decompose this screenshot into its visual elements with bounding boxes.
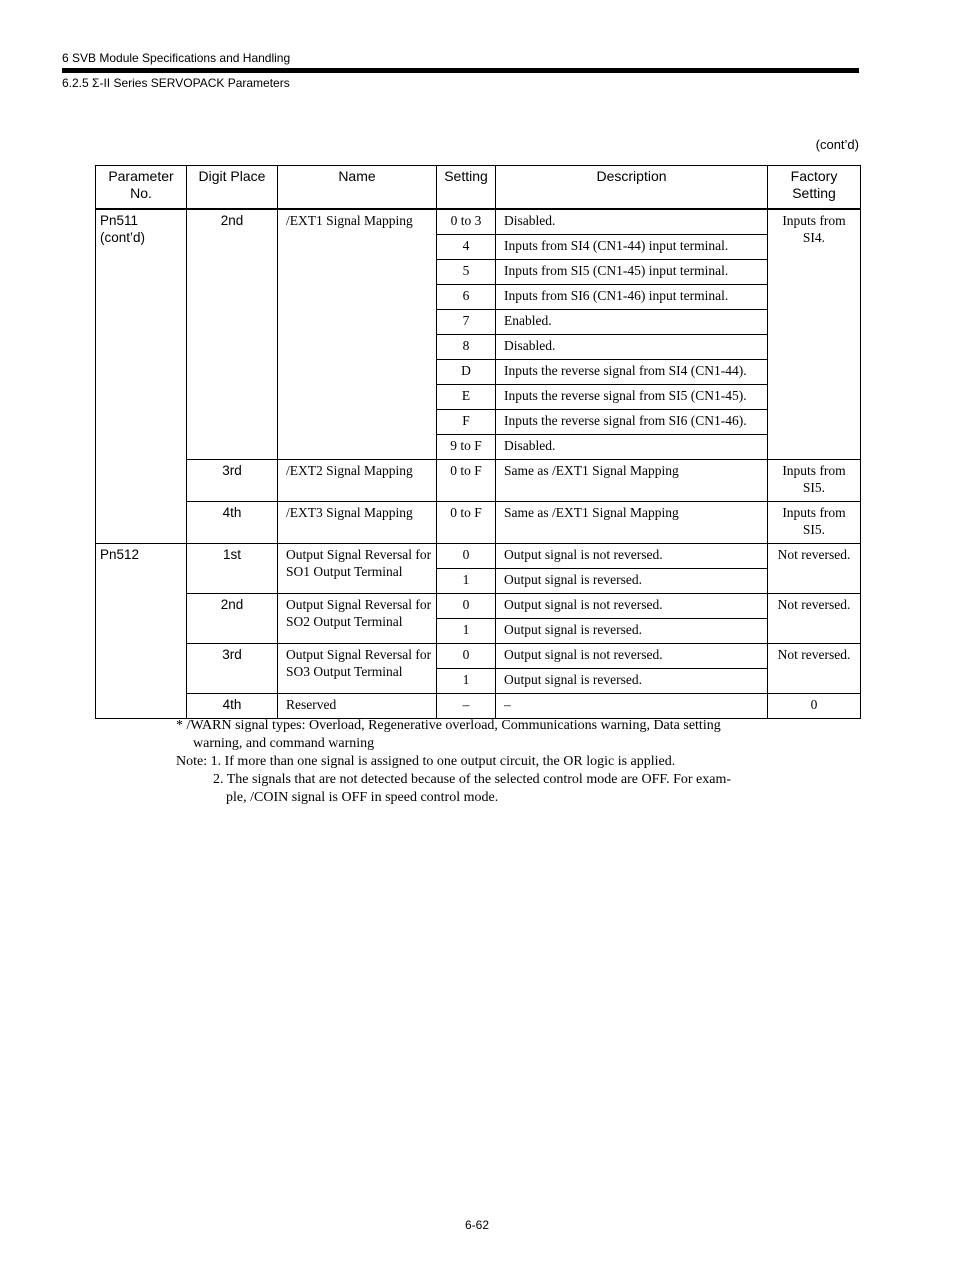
setting-cell: 7 <box>437 310 496 335</box>
col-header-name: Name <box>278 166 437 210</box>
description-cell: Output signal is not reversed. <box>496 644 768 669</box>
description-cell: Inputs the reverse signal from SI5 (CN1-45). <box>496 385 768 410</box>
col-header-parameter: Parameter No. <box>96 166 187 210</box>
param-pn511: Pn511 (cont’d) <box>96 209 187 544</box>
name-cell: /EXT1 Signal Mapping <box>278 209 437 460</box>
param-pn512: Pn512 <box>96 544 187 719</box>
setting-cell: 4 <box>437 235 496 260</box>
factory-cell: Not reversed. <box>768 644 861 694</box>
name-cell: Output Signal Reversal for SO3 Output Terminal <box>278 644 437 694</box>
page-number: 6-62 <box>464 1218 490 1232</box>
description-cell: Output signal is reversed. <box>496 619 768 644</box>
digit-cell: 1st <box>187 544 278 594</box>
factory-cell: 0 <box>768 694 861 719</box>
header-rule <box>62 68 859 73</box>
digit-cell: 4th <box>187 694 278 719</box>
setting-cell: 0 to F <box>437 502 496 544</box>
setting-cell: – <box>437 694 496 719</box>
factory-cell: Inputs from SI4. <box>768 209 861 460</box>
description-cell: Disabled. <box>496 335 768 360</box>
factory-cell: Not reversed. <box>768 594 861 644</box>
digit-cell: 2nd <box>187 209 278 460</box>
name-cell: Reserved <box>278 694 437 719</box>
description-cell: Disabled. <box>496 209 768 235</box>
col-header-setting: Setting <box>437 166 496 210</box>
setting-cell: 0 <box>437 594 496 619</box>
note-1: Note: 1. If more than one signal is assigned to one output circuit, the OR logic is applied. <box>176 754 676 769</box>
note-2-line1: 2. The signals that are not detected because of the selected control mode are OFF. For exam- <box>213 772 731 787</box>
digit-cell: 3rd <box>187 460 278 502</box>
description-cell: Output signal is reversed. <box>496 669 768 694</box>
continued-label: (cont’d) <box>815 137 859 152</box>
col-header-description: Description <box>496 166 768 210</box>
description-cell: Inputs from SI6 (CN1-46) input terminal. <box>496 285 768 310</box>
warn-footnote-line2: warning, and command warning <box>193 736 375 751</box>
description-cell: Inputs the reverse signal from SI4 (CN1-44). <box>496 360 768 385</box>
footnotes <box>176 717 731 807</box>
name-cell: /EXT2 Signal Mapping <box>278 460 437 502</box>
description-cell: Same as /EXT1 Signal Mapping <box>496 460 768 502</box>
setting-cell: 8 <box>437 335 496 360</box>
col-header-factory: Factory Setting <box>768 166 861 210</box>
setting-cell: E <box>437 385 496 410</box>
description-cell: Inputs from SI4 (CN1-44) input terminal. <box>496 235 768 260</box>
setting-cell: 1 <box>437 569 496 594</box>
name-cell: Output Signal Reversal for SO1 Output Terminal <box>278 544 437 594</box>
setting-cell: 1 <box>437 669 496 694</box>
digit-cell: 4th <box>187 502 278 544</box>
description-cell: Inputs the reverse signal from SI6 (CN1-46). <box>496 410 768 435</box>
description-cell: Output signal is not reversed. <box>496 594 768 619</box>
setting-cell: F <box>437 410 496 435</box>
setting-cell: 0 <box>437 544 496 569</box>
section-header: 6.2.5 Σ-II Series SERVOPACK Parameters <box>62 76 290 90</box>
setting-cell: 5 <box>437 260 496 285</box>
digit-cell: 2nd <box>187 594 278 644</box>
setting-cell: D <box>437 360 496 385</box>
col-header-digit: Digit Place <box>187 166 278 210</box>
setting-cell: 0 <box>437 644 496 669</box>
setting-cell: 6 <box>437 285 496 310</box>
description-cell: Enabled. <box>496 310 768 335</box>
description-cell: Output signal is reversed. <box>496 569 768 594</box>
description-cell: Inputs from SI5 (CN1-45) input terminal. <box>496 260 768 285</box>
name-cell: /EXT3 Signal Mapping <box>278 502 437 544</box>
setting-cell: 9 to F <box>437 435 496 460</box>
factory-cell: Inputs from SI5. <box>768 502 861 544</box>
digit-cell: 3rd <box>187 644 278 694</box>
setting-cell: 1 <box>437 619 496 644</box>
name-cell: Output Signal Reversal for SO2 Output Terminal <box>278 594 437 644</box>
setting-cell: 0 to 3 <box>437 209 496 235</box>
chapter-header: 6 SVB Module Specifications and Handling <box>62 51 291 65</box>
parameter-table <box>95 165 861 719</box>
setting-cell: 0 to F <box>437 460 496 502</box>
warn-footnote-line1: * /WARN signal types: Overload, Regenerative overload, Communications warning, Data setting <box>176 718 721 733</box>
description-cell: – <box>496 694 768 719</box>
factory-cell: Inputs from SI5. <box>768 460 861 502</box>
note-2-line2: ple, /COIN signal is OFF in speed control mode. <box>226 790 499 805</box>
factory-cell: Not reversed. <box>768 544 861 594</box>
description-cell: Same as /EXT1 Signal Mapping <box>496 502 768 544</box>
description-cell: Disabled. <box>496 435 768 460</box>
description-cell: Output signal is not reversed. <box>496 544 768 569</box>
